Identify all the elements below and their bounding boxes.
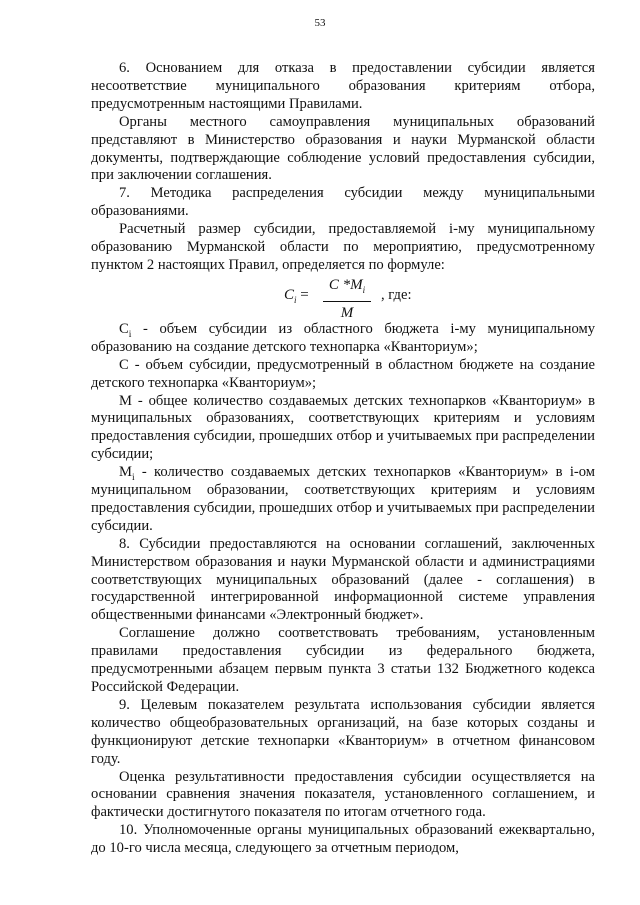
definition-m: М - общее количество создаваемых детских технопарков «Кванториум» в муниципальных образованиях, соответствующих критериям и условиям предоставления субсидии, прошедших отбор и учитываемых при распределении субсидии; [91, 392, 595, 463]
paragraph-8-agreement: Соглашение должно соответствовать требованиям, установленным правилами предоставления субсидии из федерального бюджета, предусмотренными абзацем первым пункта 3 статьи 132 Бюджетного кодекса Российской Федерации. [91, 625, 595, 695]
formula-numerator: C $*M_i$ [323, 275, 371, 302]
paragraph-9: 9. Целевым показателем результата использования субсидии является количество общеобразовательных организаций, на базе которых созданы и функционируют детские технопарки «Кванториум» в отчетном финансовом году. [91, 696, 595, 767]
paragraph-10: 10. Уполномоченные органы муниципальных образований ежеквартально, до 10-го числа месяца, следующего за отчетным периодом, [91, 822, 595, 857]
paragraph-9-evaluation: Оценка результативности предоставления субсидии осуществляется на основании сравнения значения показателя, установленного соглашением, и фактически достигнутого показателя по итогам отчетного года. [91, 768, 595, 821]
document-body [91, 60, 595, 858]
definition-mi: $M_i$ - количество создаваемых детских технопарков «Кванториум» в i-ом муниципальном образовании, соответствующих критериям и условиям предоставления субсидии, прошедших отбор и учитываемых при распределении субсидии. [91, 464, 595, 534]
definition-ci: $C_i$ - объем субсидии из областного бюджета i-му муниципальному образованию на создание детского технопарка «Кванториум»; [91, 320, 595, 355]
paragraph-8: 8. Субсидии предоставляются на основании соглашений, заключенных Министерством образования и науки Мурманской области и администрациями соответствующих муниципальных образований (далее - соглашения) в государственной интегрированной информационной системе управления общественными финансами «Электронный бюджет». [91, 535, 595, 624]
definition-c: С - объем субсидии, предусмотренный в областном бюджете на создание детского технопарка «Кванториум»; [91, 356, 595, 391]
page-number: 53 [314, 17, 326, 29]
subsidy-formula [91, 275, 595, 321]
formula-tail: , где: [381, 286, 412, 303]
formula-lhs: $C_i$ = [284, 286, 309, 305]
formula-fraction [323, 275, 371, 324]
paragraph-6: 6. Основанием для отказа в предоставлении субсидии является несоответствие муниципального образования критериям отбора, предусмотренным настоящими Правилами. [91, 60, 595, 112]
formula-denominator: M [340, 304, 354, 321]
paragraph-7: 7. Методика распределения субсидии между муниципальными образованиями. [91, 185, 595, 220]
paragraph-7-calculation: Расчетный размер субсидии, предоставляемой i-му муниципальному образованию Мурманской области по мероприятию, предусмотренному пунктом 2 настоящих Правил, определяется по формуле: [91, 221, 595, 273]
paragraph-6-organs: Органы местного самоуправления муниципальных образований представляют в Министерство образования и науки Мурманской области документы, подтверждающие соблюдение условий предоставления субсидии, при заключении соглашения. [91, 113, 595, 184]
